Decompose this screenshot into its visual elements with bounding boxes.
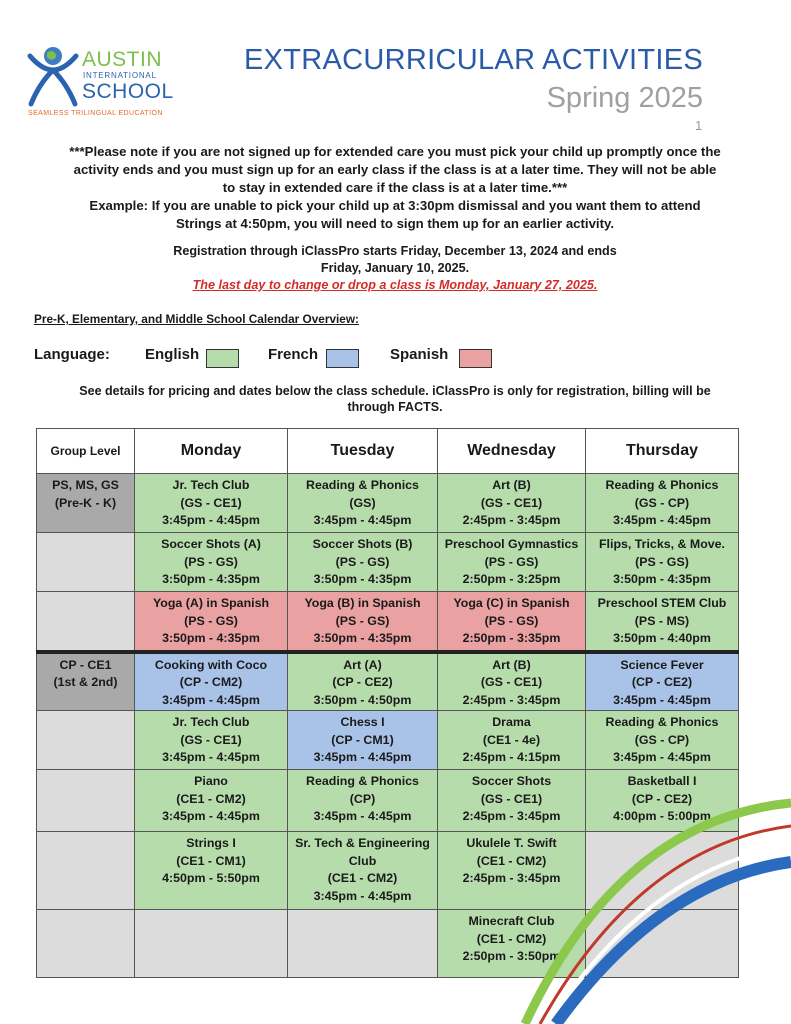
activity-grade-range: (GS - CP) xyxy=(634,732,690,747)
activity-time: 3:45pm - 4:45pm xyxy=(162,809,260,823)
activity-time: 3:45pm - 4:45pm xyxy=(313,888,412,903)
activity-schedule-table xyxy=(36,428,739,978)
notice-line: ***Please note if you are not signed up for extended care you must pick your child up promptly once the xyxy=(69,144,721,159)
activity-time: 3:45pm - 4:45pm xyxy=(162,750,260,764)
activity-grade-range: (CE1 - CM2) xyxy=(476,931,547,946)
activity-cell-wednesday xyxy=(438,910,586,978)
registration-line: Registration through iClassPro starts Friday, December 13, 2024 and ends xyxy=(173,244,617,258)
activity-cell-thursday xyxy=(586,711,739,770)
group-level-text: CP - CE1 xyxy=(59,657,112,672)
activity-name: Soccer Shots xyxy=(471,774,552,788)
registration-info xyxy=(34,243,756,294)
header-tuesday: Tuesday xyxy=(288,429,438,474)
header-thursday: Thursday xyxy=(586,429,739,474)
activity-time: 3:50pm - 4:35pm xyxy=(162,631,260,645)
activity-time: 2:50pm - 3:50pm xyxy=(462,949,561,963)
activity-cell-monday xyxy=(135,711,288,770)
activity-name: Soccer Shots (A) xyxy=(161,537,261,551)
header-wednesday: Wednesday xyxy=(438,429,586,474)
activity-time: 3:50pm - 4:35pm xyxy=(613,572,711,586)
activity-grade-range: (CE1 - CM2) xyxy=(327,871,398,885)
page-number: 1 xyxy=(695,118,703,133)
group-level-text: (Pre-K - K) xyxy=(54,495,117,510)
activity-name: Preschool Gymnastics xyxy=(444,537,579,551)
activity-cell-monday xyxy=(135,592,288,652)
table-row xyxy=(37,474,739,533)
activity-grade-range: (CE1 - CM2) xyxy=(476,853,547,868)
activity-time: 3:50pm - 4:40pm xyxy=(613,631,711,645)
activity-time: 3:45pm - 4:45pm xyxy=(313,750,412,764)
activity-grade-range: (PS - GS) xyxy=(635,554,689,569)
activity-name: Chess I xyxy=(340,715,385,729)
page-subtitle: Spring 2025 xyxy=(546,82,703,114)
activity-name: Club xyxy=(348,853,377,868)
activity-cell-thursday xyxy=(586,592,739,652)
activity-cell-monday xyxy=(135,832,288,910)
legend-swatch-spanish xyxy=(459,349,492,368)
activity-grade-range: (PS - GS) xyxy=(335,613,390,628)
table-row xyxy=(37,910,739,978)
activity-cell-thursday xyxy=(586,770,739,832)
activity-cell-monday xyxy=(135,770,288,832)
activity-time: 2:45pm - 3:45pm xyxy=(462,871,561,885)
activity-grade-range: (GS - CE1) xyxy=(480,495,543,510)
activity-name: Sr. Tech & Engineering xyxy=(295,836,430,850)
activity-cell-thursday xyxy=(586,533,739,592)
table-row xyxy=(37,652,739,711)
activity-grade-range: (CP - CM1) xyxy=(331,732,394,747)
activity-grade-range: (CP - CE2) xyxy=(631,791,693,806)
activity-grade-range: (GS - CE1) xyxy=(480,675,543,689)
activity-name: Art (A) xyxy=(343,657,382,672)
group-level-cell-empty xyxy=(37,592,135,652)
notice-line: to stay in extended care if the class is at a later time.*** xyxy=(222,180,568,195)
logo-word-international: INTERNATIONAL xyxy=(83,71,157,80)
activity-name: Soccer Shots (B) xyxy=(312,537,413,551)
legend-swatch-french xyxy=(326,349,359,368)
logo-word-austin: AUSTIN xyxy=(82,48,163,71)
logo-word-school: SCHOOL xyxy=(82,80,174,103)
activity-grade-range: (CP - CM2) xyxy=(179,675,243,689)
activity-name: Jr. Tech Club xyxy=(172,478,250,492)
activity-time: 3:45pm - 4:45pm xyxy=(613,750,711,764)
activity-grade-range: (CE1 - CM1) xyxy=(176,853,246,868)
activity-cell-monday xyxy=(135,652,288,711)
activity-grade-range: (CP - CE2) xyxy=(631,675,693,689)
activity-grade-range: (CP - CE2) xyxy=(332,675,393,689)
activity-time: 4:00pm - 5:00pm xyxy=(613,809,711,823)
activity-time: 2:45pm - 3:45pm xyxy=(462,513,561,527)
group-level-cell-empty xyxy=(37,832,135,910)
legend-label-french: French xyxy=(268,346,319,363)
legend-swatch-english xyxy=(206,349,239,368)
activity-time: 3:45pm - 4:45pm xyxy=(162,513,260,527)
activity-time: 3:45pm - 4:45pm xyxy=(313,513,412,527)
activity-cell-wednesday xyxy=(438,770,586,832)
activity-name: Ukulele T. Swift xyxy=(466,836,557,850)
details-line: See details for pricing and dates below the class schedule. iClassPro is only for registration, billing will be xyxy=(79,384,711,398)
activity-cell-thursday xyxy=(586,474,739,533)
activity-grade-range: (GS - CP) xyxy=(634,495,690,510)
table-header-row xyxy=(37,429,739,474)
notice-line: Example: If you are unable to pick your child up at 3:30pm dismissal and you want them to attend xyxy=(89,198,701,213)
activity-cell-tuesday xyxy=(288,592,438,652)
activity-cell-tuesday xyxy=(288,533,438,592)
group-level-text: PS, MS, GS xyxy=(52,478,119,492)
globe-figure-icon xyxy=(26,44,86,110)
drop-deadline: The last day to change or drop a class is Monday, January 27, 2025. xyxy=(192,278,598,292)
legend-title: Language: xyxy=(34,346,110,363)
activity-name: Reading & Phonics xyxy=(306,774,419,788)
activity-cell-wednesday xyxy=(438,474,586,533)
activity-time: 2:45pm - 3:45pm xyxy=(462,809,561,823)
group-level-cell-empty xyxy=(37,770,135,832)
activity-grade-range: (CE1 - 4e) xyxy=(482,732,541,747)
empty-slot-thursday xyxy=(586,832,739,910)
activity-cell-wednesday xyxy=(438,832,586,910)
activity-name: Science Fever xyxy=(620,657,704,672)
activity-name: Yoga (A) in Spanish xyxy=(152,596,270,610)
activity-cell-monday xyxy=(135,533,288,592)
activity-time: 3:45pm - 4:45pm xyxy=(613,513,711,527)
activity-time: 2:45pm - 4:15pm xyxy=(462,750,561,764)
pricing-details-note xyxy=(34,383,756,415)
activity-name: Yoga (C) in Spanish xyxy=(453,596,570,610)
table-row xyxy=(37,711,739,770)
activity-name: Reading & Phonics xyxy=(605,478,719,492)
activity-cell-thursday xyxy=(586,652,739,711)
header-group-level: Group Level xyxy=(37,429,135,474)
empty-slot-tuesday xyxy=(288,910,438,978)
header-monday: Monday xyxy=(135,429,288,474)
activity-name: Basketball I xyxy=(627,774,697,788)
activity-name: Cooking with Coco xyxy=(154,657,268,672)
activity-cell-wednesday xyxy=(438,652,586,711)
activity-cell-wednesday xyxy=(438,711,586,770)
activity-time: 3:45pm - 4:45pm xyxy=(313,809,412,823)
activity-grade-range: (CE1 - CM2) xyxy=(176,791,246,806)
activity-name: Jr. Tech Club xyxy=(172,715,250,729)
details-line: through FACTS. xyxy=(347,400,443,414)
activity-time: 3:50pm - 4:35pm xyxy=(162,572,260,586)
empty-slot-thursday xyxy=(586,910,739,978)
activity-cell-monday xyxy=(135,474,288,533)
group-level-cell xyxy=(37,474,135,533)
activity-cell-tuesday xyxy=(288,652,438,711)
activity-name: Yoga (B) in Spanish xyxy=(304,596,421,610)
table-row xyxy=(37,832,739,910)
activity-name: Piano xyxy=(194,774,228,788)
activity-grade-range: (GS - CE1) xyxy=(180,732,242,747)
activity-name: Strings I xyxy=(186,836,236,850)
activity-grade-range: (PS - GS) xyxy=(335,554,390,569)
activity-grade-range: (GS - CE1) xyxy=(180,495,242,510)
activity-time: 3:50pm - 4:35pm xyxy=(313,631,412,645)
activity-grade-range: (CP) xyxy=(349,791,376,806)
group-level-cell xyxy=(37,652,135,711)
empty-slot-monday xyxy=(135,910,288,978)
activity-grade-range: (PS - GS) xyxy=(484,613,539,628)
activity-name: Art (B) xyxy=(492,657,531,672)
extended-care-notice xyxy=(34,143,756,233)
activity-cell-wednesday xyxy=(438,533,586,592)
activity-time: 4:50pm - 5:50pm xyxy=(162,871,260,885)
legend-label-english: English xyxy=(145,346,200,363)
activity-grade-range: (PS - GS) xyxy=(484,554,539,569)
activity-cell-tuesday xyxy=(288,711,438,770)
activity-cell-wednesday xyxy=(438,592,586,652)
activity-time: 3:45pm - 4:45pm xyxy=(613,692,711,707)
group-level-text: (1st & 2nd) xyxy=(53,675,118,689)
activity-name: Minecraft Club xyxy=(468,914,555,928)
activity-cell-tuesday xyxy=(288,474,438,533)
activity-grade-range: (PS - GS) xyxy=(184,554,238,569)
notice-line: activity ends and you must sign up for an early class if the class is at a later time. They will not be able xyxy=(73,162,717,177)
group-level-cell-empty xyxy=(37,533,135,592)
activity-name: Preschool STEM Club xyxy=(597,596,727,610)
table-row xyxy=(37,533,739,592)
activity-time: 2:50pm - 3:35pm xyxy=(462,631,561,645)
activity-time: 2:50pm - 3:25pm xyxy=(462,572,561,586)
group-level-cell-empty xyxy=(37,711,135,770)
school-logo xyxy=(26,44,176,124)
activity-grade-range: (GS - CE1) xyxy=(480,791,543,806)
group-level-cell-empty xyxy=(37,910,135,978)
activity-time: 3:50pm - 4:35pm xyxy=(313,572,412,586)
page-title: EXTRACURRICULAR ACTIVITIES xyxy=(244,44,703,76)
activity-name: Drama xyxy=(492,715,531,729)
table-row xyxy=(37,770,739,832)
activity-time: 2:45pm - 3:45pm xyxy=(462,692,561,707)
activity-name: Reading & Phonics xyxy=(306,478,419,492)
activity-grade-range: (PS - GS) xyxy=(184,613,238,628)
notice-line: Strings at 4:50pm, you will need to sign them up for an earlier activity. xyxy=(176,216,614,231)
activity-grade-range: (GS) xyxy=(349,495,376,510)
activity-time: 3:45pm - 4:45pm xyxy=(162,692,260,707)
activity-name: Art (B) xyxy=(492,478,531,492)
table-row xyxy=(37,592,739,652)
logo-tagline: SEAMLESS TRILINGUAL EDUCATION xyxy=(28,110,163,117)
activity-name: Flips, Tricks, & Move. xyxy=(598,537,725,551)
calendar-overview-label: Pre-K, Elementary, and Middle School Calendar Overview: xyxy=(34,312,359,326)
activity-cell-tuesday xyxy=(288,770,438,832)
activity-time: 3:50pm - 4:50pm xyxy=(313,692,412,707)
registration-line: Friday, January 10, 2025. xyxy=(320,261,470,275)
activity-name: Reading & Phonics xyxy=(605,715,719,729)
activity-grade-range: (PS - MS) xyxy=(634,613,690,628)
legend-label-spanish: Spanish xyxy=(390,346,449,363)
activity-cell-tuesday xyxy=(288,832,438,910)
